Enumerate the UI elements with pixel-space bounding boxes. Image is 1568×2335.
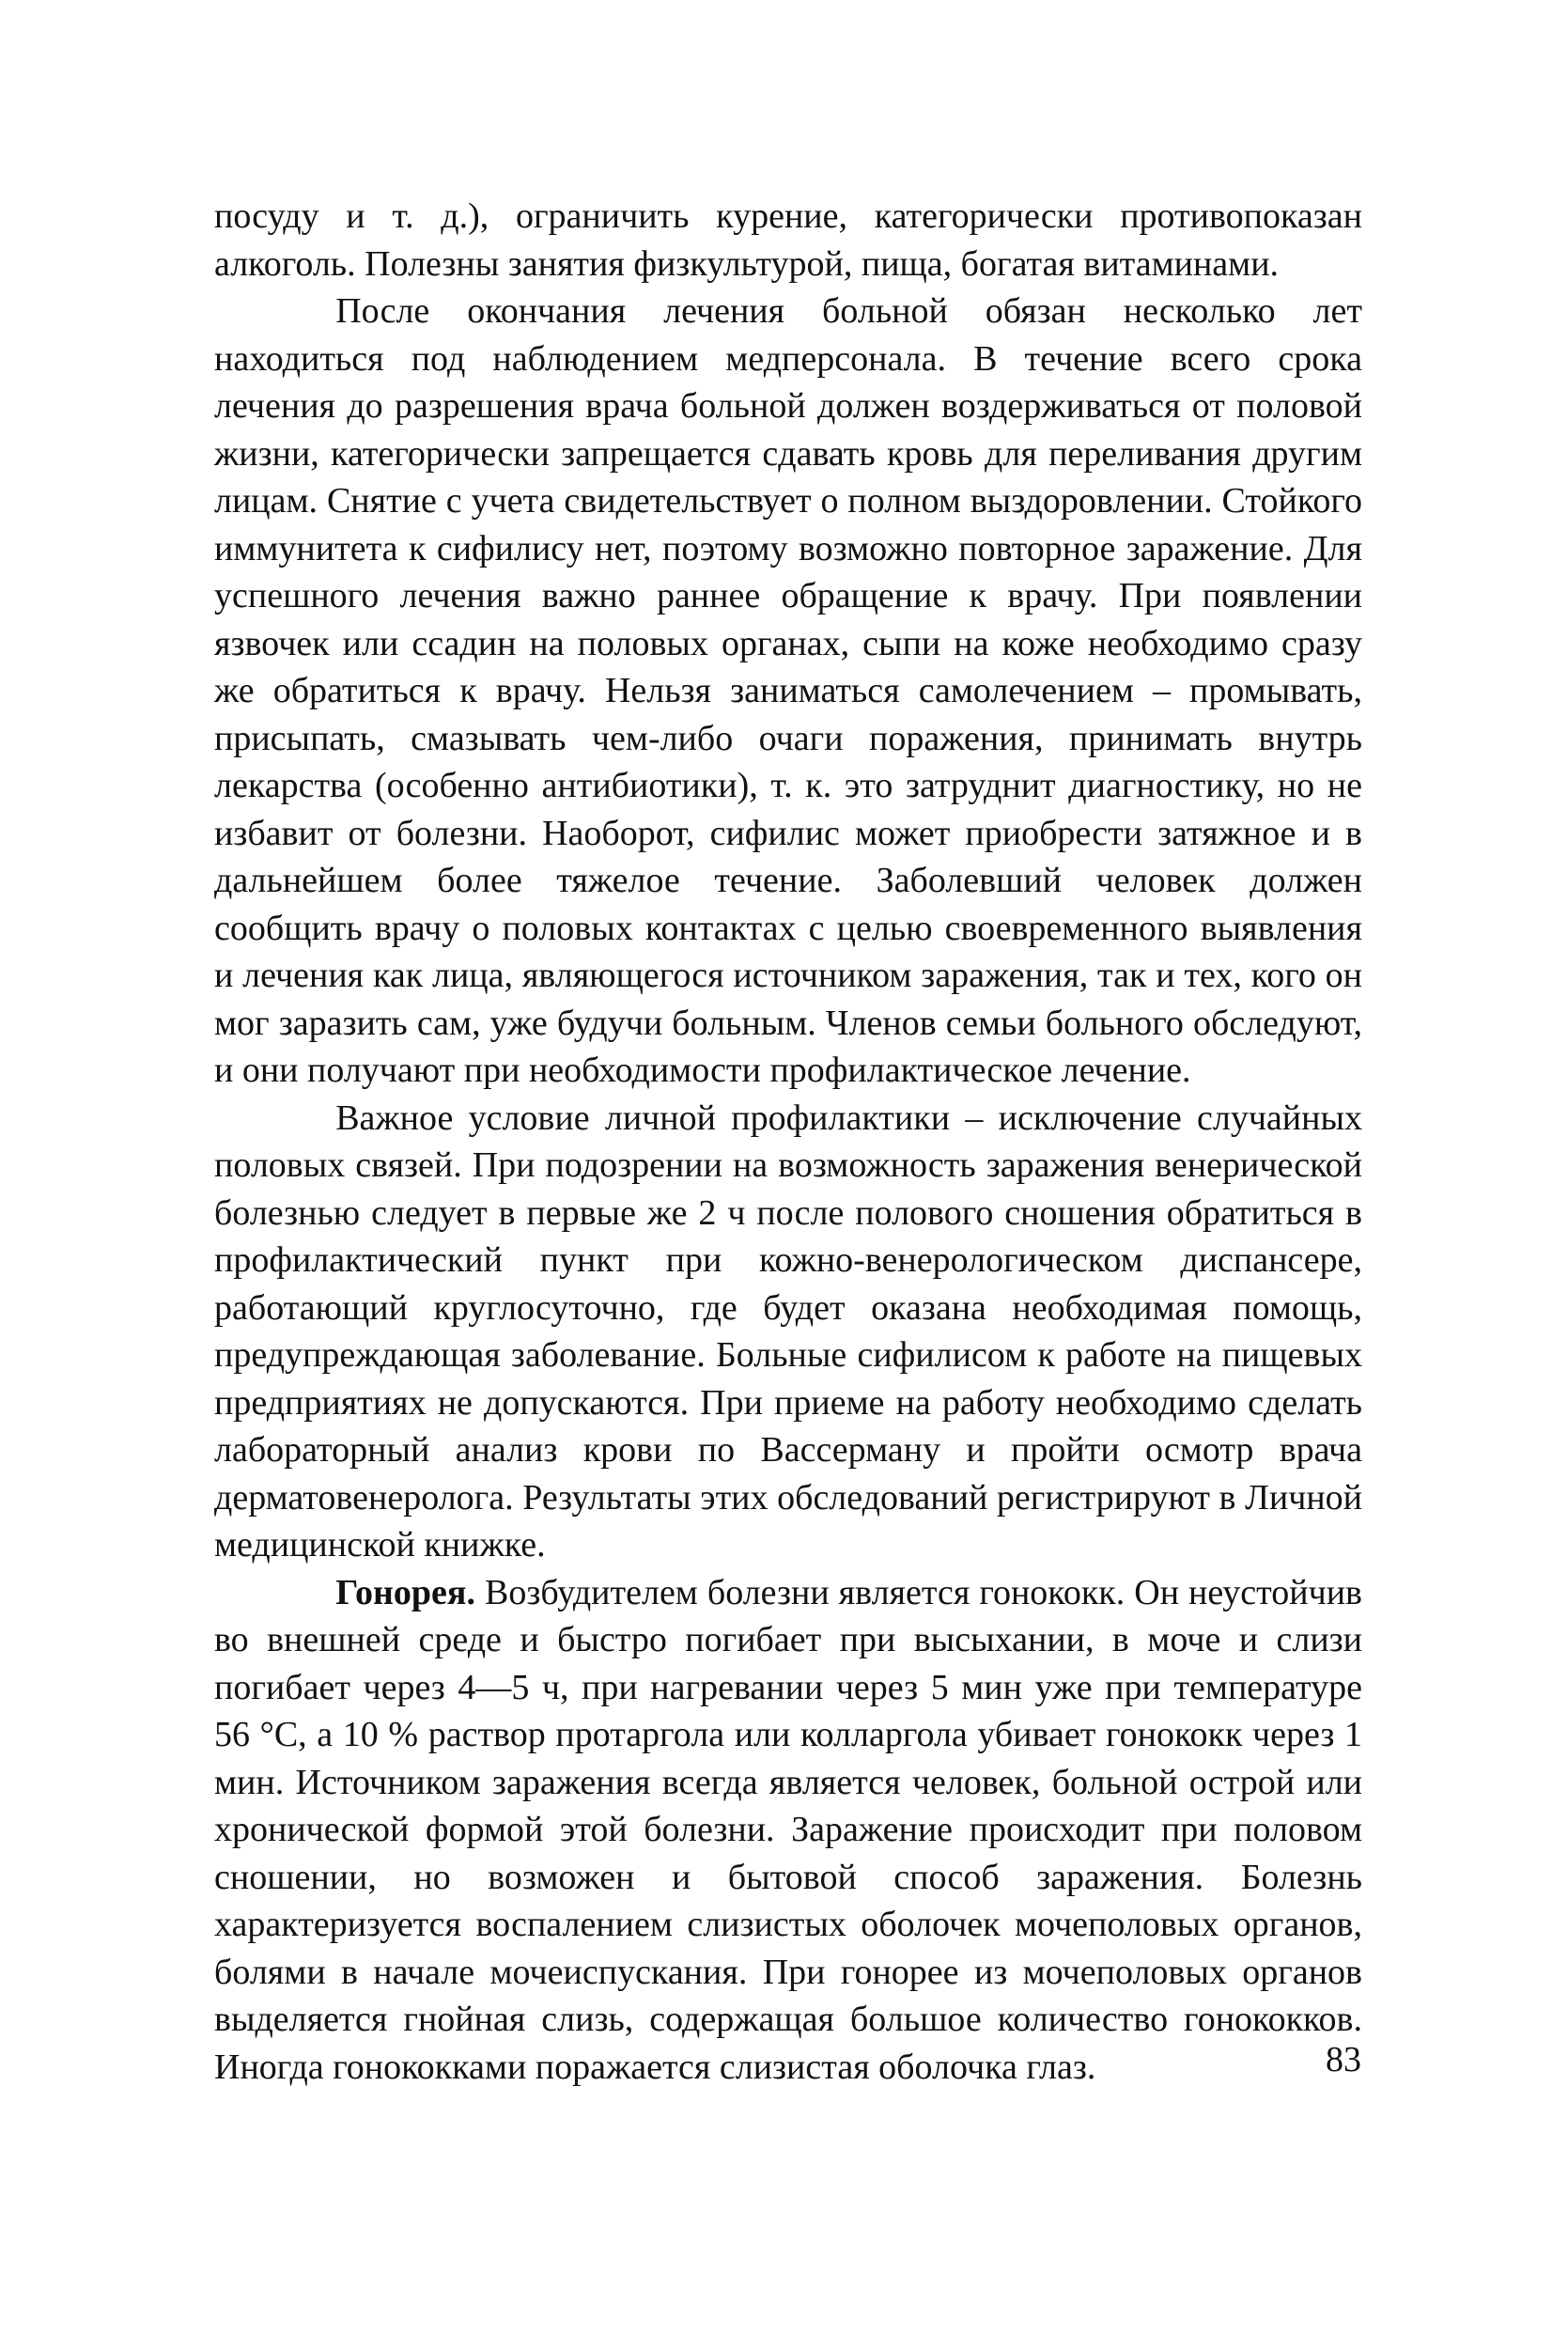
page-number: 83 [1326,2040,1361,2079]
paragraph-2-text: После окончания лечения больной обязан несколько лет находиться под наблюдением медперсонала. В течение всего срока лечения до разрешения врача больной должен воздерживаться от половой жизни, категорически запрещается сдавать кровь для переливания другим лицам. Снятие с учета свидетельствует о полном выздоровлении. Стойкого иммунитета к сифилису нет, поэтому возможно повторное заражение. Для успешного лечения важно раннее обращение к врачу. При появлении язвочек или ссадин на половых органах, сыпи на коже необходимо сразу же обратиться к врачу. Нельзя заниматься самолечением – промывать, присыпать, смазывать чем-либо очаги поражения, принимать внутрь лекарства (особенно антибиотики), т. к. это затруднит диагностику, но не избавит от болезни. Наоборот, сифилис может приобрести затяжное и в дальнейшем более тяжелое течение. Заболевший человек должен сообщить врачу о половых контактах с целью своевременного выявления и лечения как лица, являющегося источником заражения, так и тех, кого он мог заразить сам, уже будучи больным. Членов семьи больного обследуют, и они получают при необходимости профилактическое лечение. [214,291,1362,1090]
page-body [214,193,1362,2091]
paragraph-4 [214,1569,1362,2092]
section-heading-gonorrhea: Гонорея. [335,1572,475,1612]
paragraph-3-text: Важное условие личной профилактики – исключение случайных половых связей. При подозрении на возможность заражения венерической болезнью следует в первые же 2 ч после полового сношения обратиться в профилактический пункт при кожно-венерологическом диспансере, работающий круглосуточно, где будет оказана необходимая помощь, предупреждающая заболевание. Больные сифилисом к работе на пищевых предприятиях не допускаются. При приеме на работу необходимо сделать лабораторный анализ крови по Вассерману и пройти осмотр врача дерматовенеролога. Результаты этих обследований регистрируют в Личной медицинской книжке. [214,1097,1362,1564]
paragraph-1-text: посуду и т. д.), ограничить курение, категорически противопоказан алкоголь. Полезны занятия физкультурой, пища, богатая витаминами. [214,196,1362,284]
paragraph-4-text: Возбудителем болезни является гонококк. Он неустойчив во внешней среде и быстро погибает при высыхании, в моче и слизи погибает через 4—5 ч, при нагревании через 5 мин уже при температуре 56 °С, а 10 % раствор протаргола или колларгола убивает гонококк через 1 мин. Источником заражения всегда является человек, больной острой или хронической формой этой болезни. Заражение происходит при половом сношении, но возможен и бытовой способ заражения. Болезнь характеризуется воспалением слизистых оболочек мочеполовых органов, болями в начале мочеиспускания. При гонорее из мочеполовых органов выделяется гнойная слизь, содержащая большое количество гонококков. Иногда гонококками поражается слизистая оболочка глаз. [214,1572,1362,2087]
paragraph-1 [214,193,1362,288]
paragraph-2 [214,288,1362,1095]
paragraph-3 [214,1095,1362,1569]
